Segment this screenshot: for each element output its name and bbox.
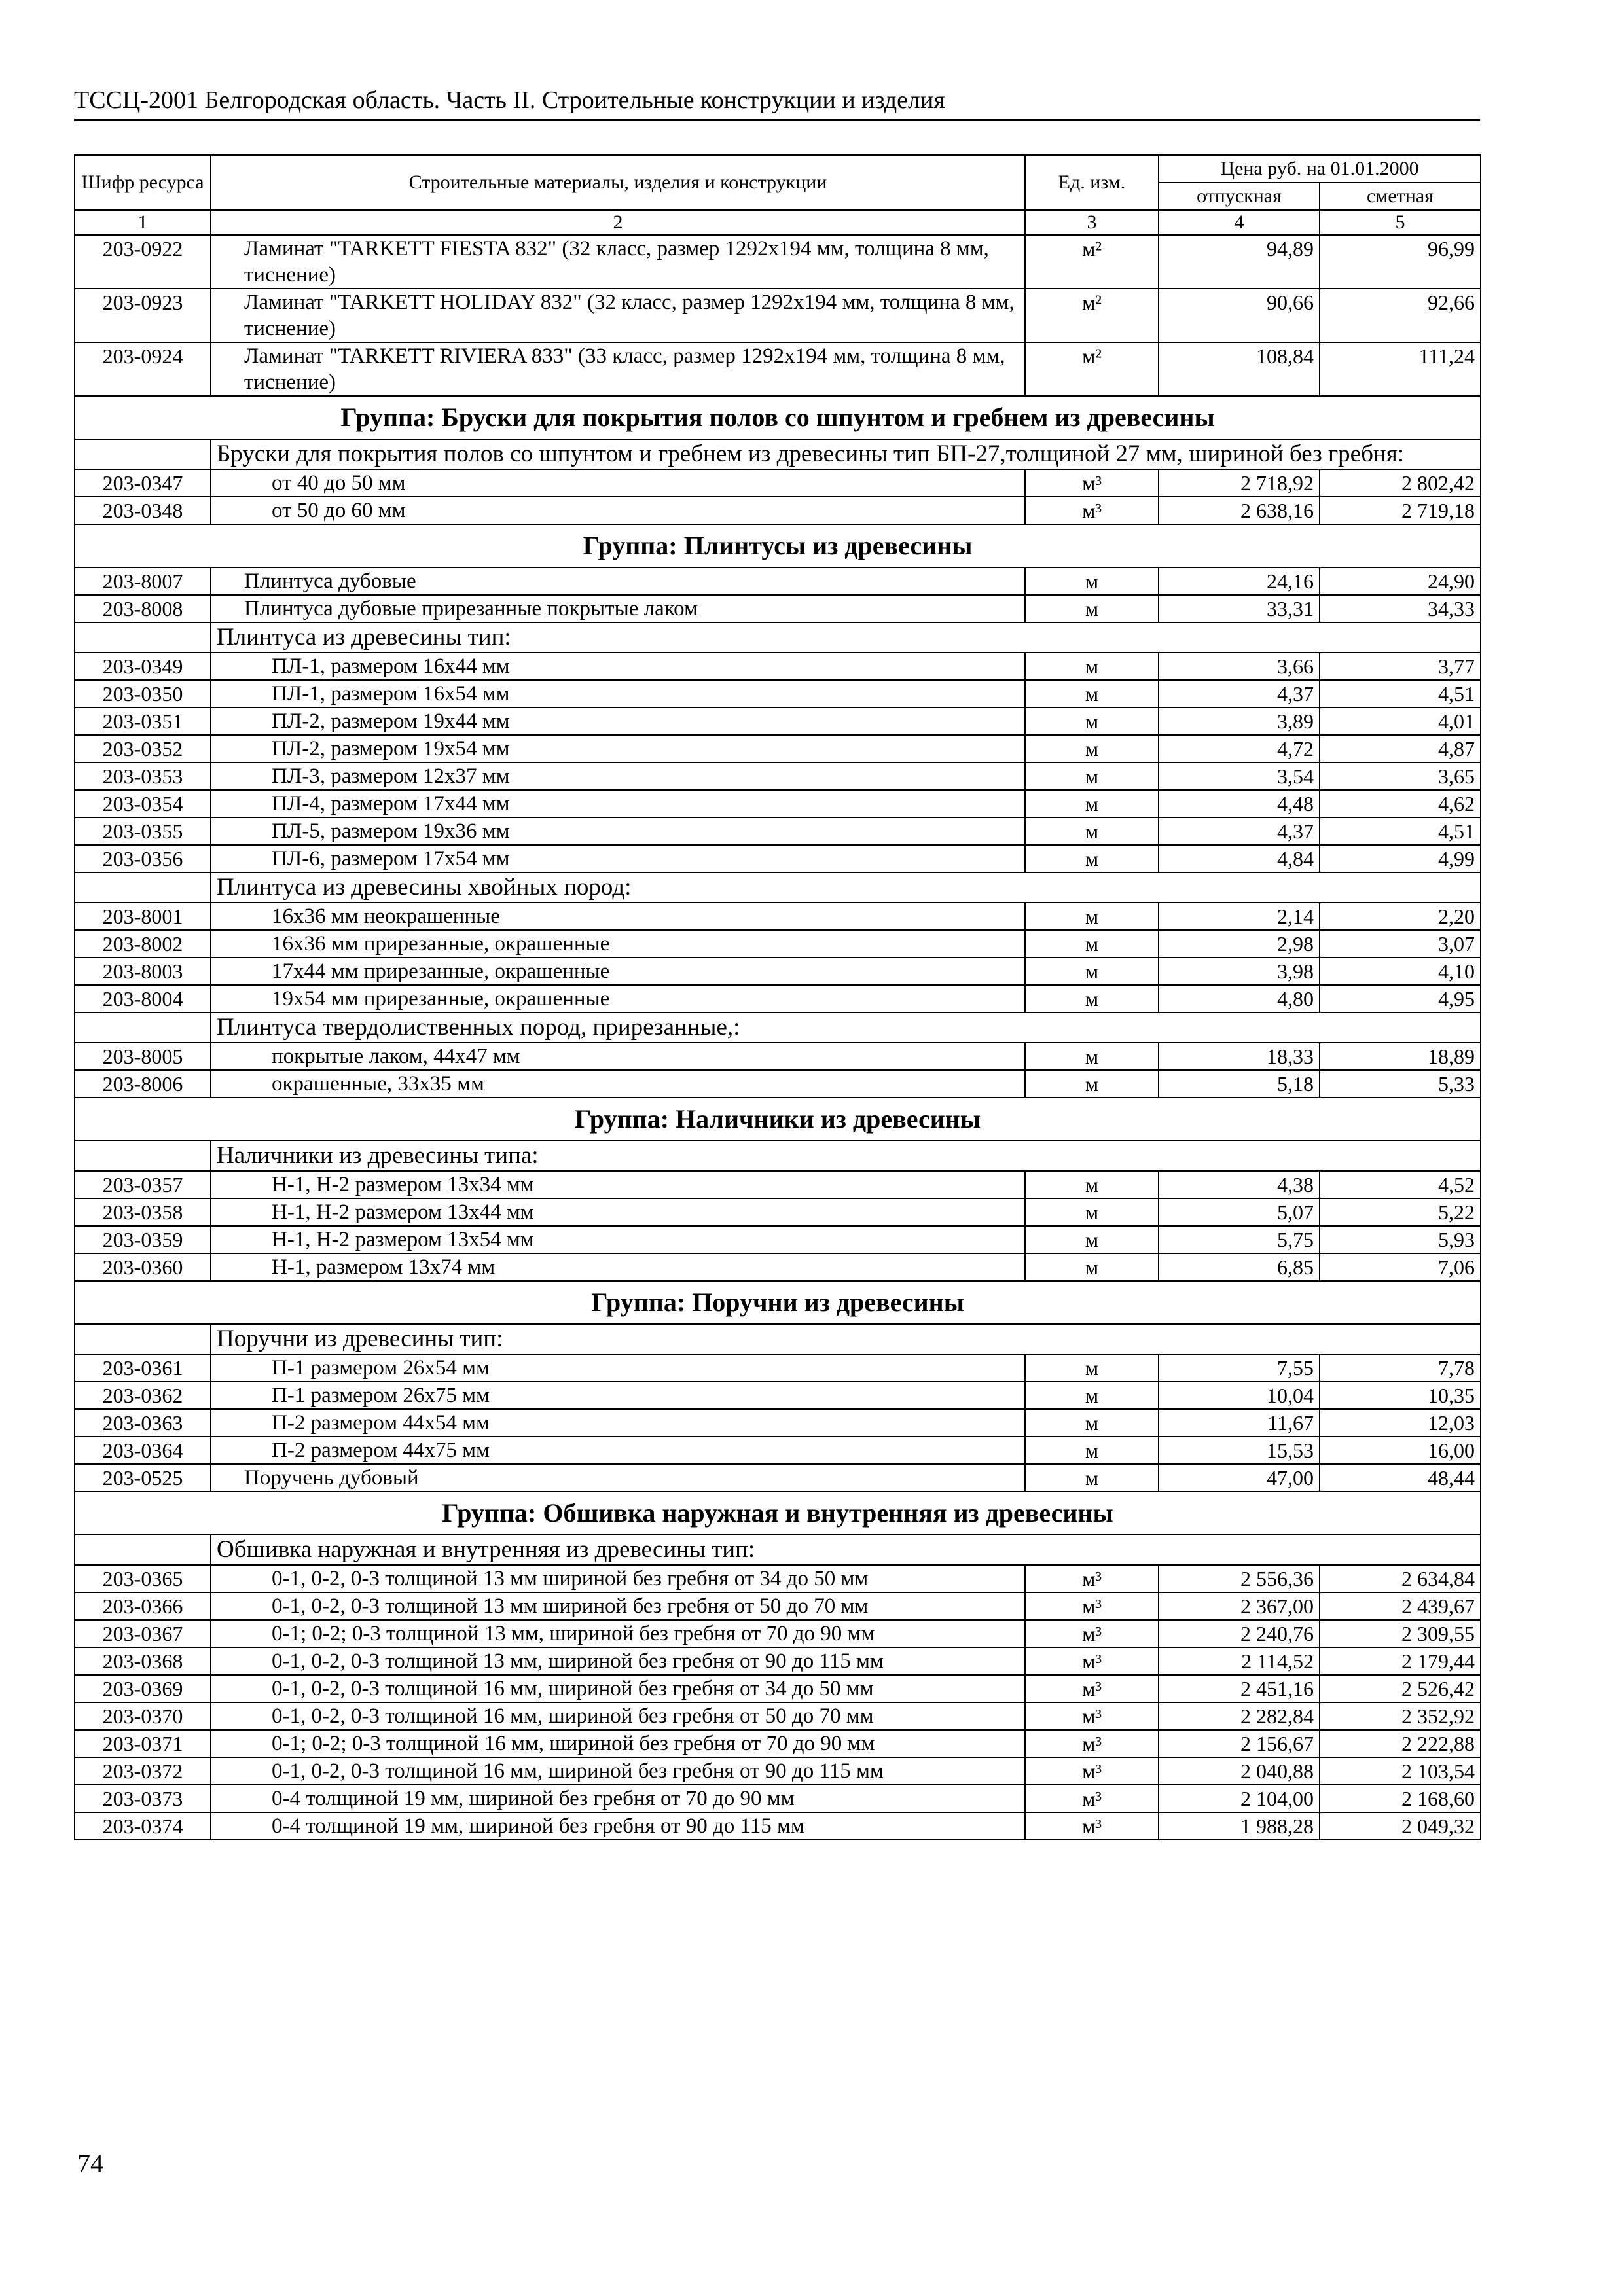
table-row [75,1409,1481,1437]
table-row [75,790,1481,817]
estimate-price-cell: 5,93 [1320,1226,1481,1253]
table-header-row [75,155,1481,183]
estimate-price-cell: 2 179,44 [1320,1647,1481,1675]
material-name-cell: П-2 размером 44x75 мм [211,1437,1025,1464]
material-name-cell: Поручень дубовый [211,1464,1025,1492]
empty-code-cell [75,1324,211,1354]
material-name-cell: от 50 до 60 мм [211,497,1025,524]
release-price-cell: 5,75 [1159,1226,1320,1253]
resource-code-cell: 203-0367 [75,1620,211,1647]
release-price-cell: 4,37 [1159,680,1320,708]
material-name-cell: 0-1, 0-2, 0-3 толщиной 16 мм, шириной без гребня от 34 до 50 мм [211,1675,1025,1702]
unit-cell: м³ [1025,1702,1159,1730]
table-row [75,817,1481,845]
unit-cell: м [1025,1437,1159,1464]
estimate-price-cell: 10,35 [1320,1382,1481,1409]
empty-code-cell [75,872,211,903]
subgroup-row [75,1013,1481,1043]
material-name-cell: П-1 размером 26x75 мм [211,1382,1025,1409]
estimate-price-cell: 18,89 [1320,1043,1481,1070]
col-number: 1 [75,210,211,235]
table-row [75,1757,1481,1785]
resource-code-cell: 203-0373 [75,1785,211,1812]
resource-code-cell: 203-0369 [75,1675,211,1702]
resource-code-cell: 203-0368 [75,1647,211,1675]
resource-code-cell: 203-0374 [75,1812,211,1840]
unit-cell: м³ [1025,1757,1159,1785]
unit-cell: м [1025,762,1159,790]
table-row [75,1592,1481,1620]
group-heading: Группа: Плинтусы из древесины [75,524,1481,567]
empty-code-cell [75,1013,211,1043]
material-name-cell: 0-1, 0-2, 0-3 толщиной 13 мм шириной без гребня от 50 до 70 мм [211,1592,1025,1620]
table-row [75,595,1481,622]
resource-code-cell: 203-8008 [75,595,211,622]
material-name-cell: от 40 до 50 мм [211,469,1025,497]
table-row [75,1675,1481,1702]
estimate-price-cell: 2 719,18 [1320,497,1481,524]
material-name-cell: Ламинат "TARKETT HOLIDAY 832" (32 класс, размер 1292x194 мм, толщина 8 мм, тиснение) [211,289,1025,342]
unit-cell: м [1025,567,1159,595]
col-header-code: Шифр ресурса [75,155,211,210]
group-heading: Группа: Бруски для покрытия полов со шпунтом и гребнем из древесины [75,396,1481,439]
estimate-price-cell: 4,95 [1320,985,1481,1013]
unit-cell: м [1025,1226,1159,1253]
unit-cell: м [1025,817,1159,845]
estimate-price-cell: 5,33 [1320,1070,1481,1098]
estimate-price-cell: 24,90 [1320,567,1481,595]
table-row [75,235,1481,289]
resource-code-cell: 203-0356 [75,845,211,872]
material-name-cell: 17x44 мм прирезанные, окрашенные [211,958,1025,985]
group-heading: Группа: Поручни из древесины [75,1281,1481,1324]
resource-code-cell: 203-0352 [75,735,211,762]
material-name-cell: Ламинат "TARKETT RIVIERA 833" (33 класс, размер 1292x194 мм, толщина 8 мм, тиснение) [211,342,1025,396]
unit-cell: м [1025,1382,1159,1409]
resource-code-cell: 203-0348 [75,497,211,524]
release-price-cell: 4,80 [1159,985,1320,1013]
table-row [75,469,1481,497]
resource-code-cell: 203-0359 [75,1226,211,1253]
unit-cell: м³ [1025,469,1159,497]
table-row [75,567,1481,595]
release-price-cell: 2 040,88 [1159,1757,1320,1785]
material-name-cell: ПЛ-3, размером 12x37 мм [211,762,1025,790]
resource-code-cell: 203-0372 [75,1757,211,1785]
material-name-cell: П-2 размером 44x54 мм [211,1409,1025,1437]
table-row [75,930,1481,958]
resource-code-cell: 203-8007 [75,567,211,595]
release-price-cell: 2,98 [1159,930,1320,958]
resource-code-cell: 203-8002 [75,930,211,958]
resource-code-cell: 203-8004 [75,985,211,1013]
release-price-cell: 5,07 [1159,1198,1320,1226]
unit-cell: м [1025,958,1159,985]
release-price-cell: 4,48 [1159,790,1320,817]
estimate-price-cell: 2 168,60 [1320,1785,1481,1812]
table-row [75,1226,1481,1253]
table-row [75,342,1481,396]
release-price-cell: 18,33 [1159,1043,1320,1070]
col-header-unit: Ед. изм. [1025,155,1159,210]
estimate-price-cell: 7,78 [1320,1354,1481,1382]
table-row [75,1702,1481,1730]
release-price-cell: 3,66 [1159,653,1320,680]
table-row [75,985,1481,1013]
col-number: 2 [211,210,1025,235]
unit-cell: м [1025,680,1159,708]
resource-code-cell: 203-0349 [75,653,211,680]
col-number: 3 [1025,210,1159,235]
resource-code-cell: 203-0364 [75,1437,211,1464]
estimate-price-cell: 7,06 [1320,1253,1481,1281]
page-header-title: ТССЦ-2001 Белгородская область. Часть II. Строительные конструкции и изделия [74,84,1480,121]
resource-code-cell: 203-0362 [75,1382,211,1409]
release-price-cell: 2 451,16 [1159,1675,1320,1702]
subgroup-heading: Поручни из древесины тип: [211,1324,1481,1354]
release-price-cell: 94,89 [1159,235,1320,289]
table-row [75,497,1481,524]
estimate-price-cell: 4,62 [1320,790,1481,817]
release-price-cell: 2 367,00 [1159,1592,1320,1620]
resource-code-cell: 203-0371 [75,1730,211,1757]
release-price-cell: 33,31 [1159,595,1320,622]
material-name-cell: Н-1, Н-2 размером 13x54 мм [211,1226,1025,1253]
table-row [75,1253,1481,1281]
unit-cell: м [1025,845,1159,872]
unit-cell: м² [1025,235,1159,289]
resource-code-cell: 203-0923 [75,289,211,342]
estimate-price-cell: 48,44 [1320,1464,1481,1492]
estimate-price-cell: 12,03 [1320,1409,1481,1437]
empty-code-cell [75,1141,211,1171]
unit-cell: м³ [1025,1812,1159,1840]
material-name-cell: ПЛ-2, размером 19x44 мм [211,708,1025,735]
table-row [75,1464,1481,1492]
material-name-cell: покрытые лаком, 44x47 мм [211,1043,1025,1070]
resource-code-cell: 203-0924 [75,342,211,396]
unit-cell: м³ [1025,497,1159,524]
table-row [75,1565,1481,1592]
material-name-cell: Н-1, Н-2 размером 13x34 мм [211,1171,1025,1198]
release-price-cell: 108,84 [1159,342,1320,396]
unit-cell: м [1025,1043,1159,1070]
unit-cell: м³ [1025,1785,1159,1812]
material-name-cell: 0-1, 0-2, 0-3 толщиной 16 мм, шириной без гребня от 90 до 115 мм [211,1757,1025,1785]
material-name-cell: 0-1, 0-2, 0-3 толщиной 13 мм шириной без гребня от 34 до 50 мм [211,1565,1025,1592]
unit-cell: м [1025,985,1159,1013]
group-heading-row [75,1492,1481,1535]
release-price-cell: 4,84 [1159,845,1320,872]
release-price-cell: 2 638,16 [1159,497,1320,524]
unit-cell: м² [1025,289,1159,342]
release-price-cell: 3,98 [1159,958,1320,985]
estimate-price-cell: 5,22 [1320,1198,1481,1226]
estimate-price-cell: 16,00 [1320,1437,1481,1464]
estimate-price-cell: 4,99 [1320,845,1481,872]
table-row [75,1198,1481,1226]
resource-code-cell: 203-0922 [75,235,211,289]
release-price-cell: 24,16 [1159,567,1320,595]
unit-cell: м [1025,708,1159,735]
group-heading-row [75,524,1481,567]
estimate-price-cell: 4,01 [1320,708,1481,735]
estimate-price-cell: 2 103,54 [1320,1757,1481,1785]
unit-cell: м² [1025,342,1159,396]
col-number: 4 [1159,210,1320,235]
unit-cell: м³ [1025,1647,1159,1675]
material-name-cell: 0-1, 0-2, 0-3 толщиной 13 мм, шириной без гребня от 90 до 115 мм [211,1647,1025,1675]
group-heading: Группа: Обшивка наружная и внутренняя из древесины [75,1492,1481,1535]
subgroup-row [75,1324,1481,1354]
resource-code-cell: 203-0350 [75,680,211,708]
material-name-cell: 19x54 мм прирезанные, окрашенные [211,985,1025,1013]
table-row [75,1812,1481,1840]
col-number: 5 [1320,210,1481,235]
estimate-price-cell: 34,33 [1320,595,1481,622]
release-price-cell: 2 156,67 [1159,1730,1320,1757]
estimate-price-cell: 4,52 [1320,1171,1481,1198]
release-price-cell: 2 240,76 [1159,1620,1320,1647]
table-row [75,958,1481,985]
unit-cell: м [1025,930,1159,958]
empty-code-cell [75,439,211,469]
col-header-price-group: Цена руб. на 01.01.2000 [1159,155,1481,183]
resource-code-cell: 203-0363 [75,1409,211,1437]
unit-cell: м [1025,1253,1159,1281]
release-price-cell: 3,89 [1159,708,1320,735]
unit-cell: м³ [1025,1592,1159,1620]
group-heading-row [75,1281,1481,1324]
col-header-name: Строительные материалы, изделия и конструкции [211,155,1025,210]
release-price-cell: 3,54 [1159,762,1320,790]
estimate-price-cell: 111,24 [1320,342,1481,396]
subgroup-heading: Плинтуса твердолиственных пород, прирезанные,: [211,1013,1481,1043]
release-price-cell: 2,14 [1159,903,1320,930]
unit-cell: м [1025,1171,1159,1198]
estimate-price-cell: 3,65 [1320,762,1481,790]
release-price-cell: 15,53 [1159,1437,1320,1464]
estimate-price-cell: 3,77 [1320,653,1481,680]
release-price-cell: 2 104,00 [1159,1785,1320,1812]
material-name-cell: 0-4 толщиной 19 мм, шириной без гребня от 90 до 115 мм [211,1812,1025,1840]
table-row [75,708,1481,735]
table-row [75,1620,1481,1647]
resource-code-cell: 203-8006 [75,1070,211,1098]
table-row [75,1171,1481,1198]
release-price-cell: 11,67 [1159,1409,1320,1437]
material-name-cell: Н-1, Н-2 размером 13x44 мм [211,1198,1025,1226]
table-row [75,1382,1481,1409]
table-row [75,680,1481,708]
table-row [75,1730,1481,1757]
table-body [75,235,1481,1840]
resource-code-cell: 203-8001 [75,903,211,930]
subgroup-heading: Обшивка наружная и внутренняя из древесины тип: [211,1535,1481,1565]
table-row [75,1354,1481,1382]
release-price-cell: 4,38 [1159,1171,1320,1198]
group-heading: Группа: Наличники из древесины [75,1098,1481,1141]
empty-code-cell [75,622,211,653]
resource-code-cell: 203-0353 [75,762,211,790]
release-price-cell: 2 718,92 [1159,469,1320,497]
unit-cell: м [1025,1198,1159,1226]
subgroup-heading: Бруски для покрытия полов со шпунтом и гребнем из древесины тип БП-27,толщиной 27 мм, шириной без гребня: [211,439,1481,469]
release-price-cell: 5,18 [1159,1070,1320,1098]
table-row [75,1647,1481,1675]
resource-code-cell: 203-0365 [75,1565,211,1592]
material-name-cell: ПЛ-1, размером 16x54 мм [211,680,1025,708]
col-header-release-price: отпускная [1159,183,1320,210]
subgroup-row [75,439,1481,469]
table-row [75,762,1481,790]
table-row [75,845,1481,872]
material-name-cell: 0-1; 0-2; 0-3 толщиной 16 мм, шириной без гребня от 70 до 90 мм [211,1730,1025,1757]
release-price-cell: 6,85 [1159,1253,1320,1281]
subgroup-heading: Плинтуса из древесины тип: [211,622,1481,653]
material-name-cell: 0-1; 0-2; 0-3 толщиной 13 мм, шириной без гребня от 70 до 90 мм [211,1620,1025,1647]
material-name-cell: П-1 размером 26x54 мм [211,1354,1025,1382]
estimate-price-cell: 96,99 [1320,235,1481,289]
subgroup-row [75,1535,1481,1565]
group-heading-row [75,396,1481,439]
release-price-cell: 10,04 [1159,1382,1320,1409]
resource-code-cell: 203-0357 [75,1171,211,1198]
material-name-cell: Н-1, размером 13x74 мм [211,1253,1025,1281]
estimate-price-cell: 2 439,67 [1320,1592,1481,1620]
estimate-price-cell: 4,87 [1320,735,1481,762]
release-price-cell: 2 114,52 [1159,1647,1320,1675]
material-name-cell: Ламинат "TARKETT FIESTA 832" (32 класс, размер 1292x194 мм, толщина 8 мм, тиснение) [211,235,1025,289]
release-price-cell: 4,37 [1159,817,1320,845]
estimate-price-cell: 2 309,55 [1320,1620,1481,1647]
material-name-cell: 16x36 мм неокрашенные [211,903,1025,930]
table-row [75,903,1481,930]
estimate-price-cell: 2 049,32 [1320,1812,1481,1840]
material-name-cell: ПЛ-2, размером 19x54 мм [211,735,1025,762]
resource-code-cell: 203-0354 [75,790,211,817]
material-name-cell: ПЛ-1, размером 16x44 мм [211,653,1025,680]
material-name-cell: 0-1, 0-2, 0-3 толщиной 16 мм, шириной без гребня от 50 до 70 мм [211,1702,1025,1730]
empty-code-cell [75,1535,211,1565]
estimate-price-cell: 4,51 [1320,680,1481,708]
resource-code-cell: 203-0525 [75,1464,211,1492]
resource-code-cell: 203-0370 [75,1702,211,1730]
subgroup-row [75,1141,1481,1171]
subgroup-row [75,622,1481,653]
release-price-cell: 7,55 [1159,1354,1320,1382]
table-row [75,735,1481,762]
table-row [75,653,1481,680]
estimate-price-cell: 2 802,42 [1320,469,1481,497]
resource-code-cell: 203-0361 [75,1354,211,1382]
material-name-cell: окрашенные, 33x35 мм [211,1070,1025,1098]
unit-cell: м [1025,1354,1159,1382]
release-price-cell: 2 556,36 [1159,1565,1320,1592]
material-name-cell: ПЛ-4, размером 17x44 мм [211,790,1025,817]
table-row [75,1043,1481,1070]
unit-cell: м [1025,1070,1159,1098]
estimate-price-cell: 2 526,42 [1320,1675,1481,1702]
resource-code-cell: 203-0351 [75,708,211,735]
page-number: 74 [77,2149,103,2178]
resource-code-cell: 203-0347 [75,469,211,497]
estimate-price-cell: 4,10 [1320,958,1481,985]
unit-cell: м³ [1025,1675,1159,1702]
material-name-cell: Плинтуса дубовые прирезанные покрытые лаком [211,595,1025,622]
unit-cell: м³ [1025,1565,1159,1592]
unit-cell: м³ [1025,1730,1159,1757]
release-price-cell: 1 988,28 [1159,1812,1320,1840]
estimate-price-cell: 2 222,88 [1320,1730,1481,1757]
material-name-cell: 16x36 мм прирезанные, окрашенные [211,930,1025,958]
unit-cell: м [1025,903,1159,930]
estimate-price-cell: 3,07 [1320,930,1481,958]
resource-code-cell: 203-8005 [75,1043,211,1070]
price-table [74,154,1481,1840]
unit-cell: м [1025,735,1159,762]
table-row [75,289,1481,342]
unit-cell: м [1025,1409,1159,1437]
material-name-cell: ПЛ-5, размером 19x36 мм [211,817,1025,845]
estimate-price-cell: 4,51 [1320,817,1481,845]
unit-cell: м³ [1025,1620,1159,1647]
group-heading-row [75,1098,1481,1141]
estimate-price-cell: 92,66 [1320,289,1481,342]
unit-cell: м [1025,790,1159,817]
table-row [75,1785,1481,1812]
resource-code-cell: 203-0355 [75,817,211,845]
subgroup-row [75,872,1481,903]
resource-code-cell: 203-0360 [75,1253,211,1281]
unit-cell: м [1025,653,1159,680]
resource-code-cell: 203-0358 [75,1198,211,1226]
estimate-price-cell: 2,20 [1320,903,1481,930]
material-name-cell: Плинтуса дубовые [211,567,1025,595]
unit-cell: м [1025,595,1159,622]
material-name-cell: ПЛ-6, размером 17x54 мм [211,845,1025,872]
unit-cell: м [1025,1464,1159,1492]
release-price-cell: 4,72 [1159,735,1320,762]
resource-code-cell: 203-8003 [75,958,211,985]
release-price-cell: 90,66 [1159,289,1320,342]
estimate-price-cell: 2 634,84 [1320,1565,1481,1592]
col-header-estimate-price: сметная [1320,183,1481,210]
subgroup-heading: Наличники из древесины типа: [211,1141,1481,1171]
release-price-cell: 2 282,84 [1159,1702,1320,1730]
table-row [75,1070,1481,1098]
release-price-cell: 47,00 [1159,1464,1320,1492]
material-name-cell: 0-4 толщиной 19 мм, шириной без гребня от 70 до 90 мм [211,1785,1025,1812]
estimate-price-cell: 2 352,92 [1320,1702,1481,1730]
column-number-row [75,210,1481,235]
subgroup-heading: Плинтуса из древесины хвойных пород: [211,872,1481,903]
table-row [75,1437,1481,1464]
resource-code-cell: 203-0366 [75,1592,211,1620]
